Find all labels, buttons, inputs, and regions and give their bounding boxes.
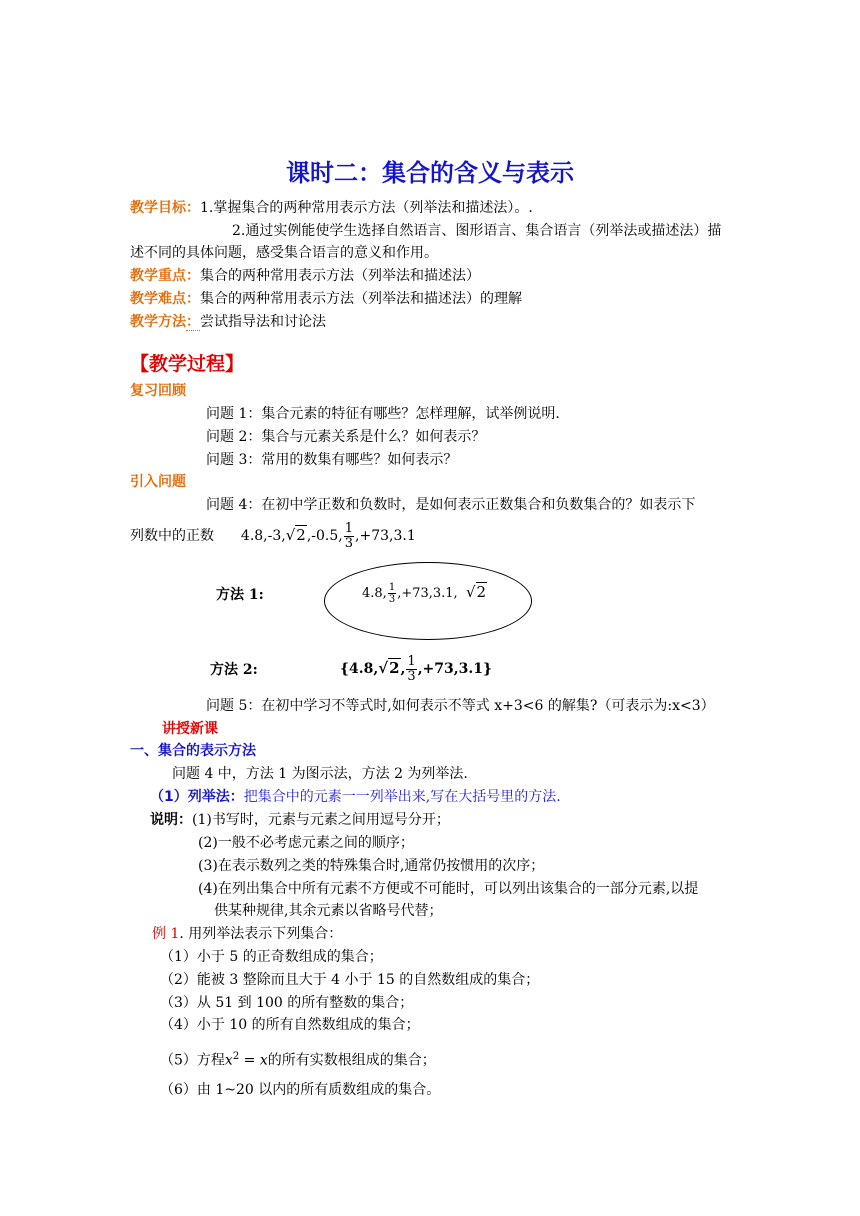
intro-heading: 引入问题 (130, 474, 186, 490)
new-lesson-heading: 讲授新课 (162, 721, 218, 737)
note-item-2: (2)一般不必考虑元素之间的顺序； (198, 835, 414, 851)
method2-set (340, 652, 492, 685)
set-part-b: , (400, 661, 406, 677)
enumeration-label: （1）列举法： (150, 789, 244, 805)
note-item-4-cont: 供某种规律,其余元素以省略号代替； (214, 903, 443, 919)
note-item-1: (1)书写时，元素与元素之间用逗号分开； (192, 812, 450, 828)
set-sqrt-radicand: 2 (389, 659, 400, 677)
numbers-part-a: 4.8,-3, (240, 528, 286, 544)
method2-label: 方法 2: (210, 662, 258, 678)
key-points-text: 集合的两种常用表示方法（列举法和描述法） (200, 268, 480, 284)
example1-label: 例 1 (152, 926, 180, 942)
methods-line (130, 312, 326, 332)
review-q1: 问题 1：集合元素的特征有哪些？怎样理解，试举例说明. (206, 406, 560, 422)
ellipse-fraction (388, 582, 396, 605)
example1-item-5-part-a: （5）方程 (160, 1052, 225, 1069)
difficulties-line (130, 289, 522, 309)
methods-text: 尝试指导法和讨论法 (200, 314, 326, 330)
note-line1 (150, 810, 450, 830)
ellipse-part-a: 4.8, (362, 586, 387, 601)
example1-item-1: （1）小于 5 的正奇数组成的集合； (160, 949, 383, 965)
methods-colon: ： (186, 314, 200, 330)
set-fraction-numerator: 1 (407, 653, 416, 669)
method1-label: 方法 1: (216, 587, 264, 603)
set-fraction (406, 655, 416, 684)
review-heading: 复习回顾 (130, 383, 186, 399)
fraction-numerator: 1 (344, 520, 354, 536)
example1-item-2: （2）能被 3 整除而且大于 4 小于 15 的自然数组成的集合； (160, 972, 540, 988)
equation-exponent: 2 (232, 1051, 240, 1062)
key-points-label: 教学重点： (130, 268, 200, 284)
intro-q4-line2 (130, 520, 416, 551)
equation-x: x (224, 1052, 233, 1069)
objectives-line2: 2.通过实例能使学生选择自然语言、图形语言、集合语言（列举法或描述法）描 (232, 223, 722, 239)
fraction-denominator: 3 (344, 535, 354, 551)
example1-line (152, 924, 342, 944)
ellipse-fraction-denominator: 3 (388, 594, 396, 605)
ellipse-part-b: ,+73,3.1, (397, 586, 458, 601)
note-label: 说明： (150, 812, 192, 828)
example1-item-3: （3）从 51 到 100 的所有整数的集合； (160, 995, 414, 1011)
ellipse-content (362, 582, 487, 605)
review-q2: 问题 2：集合与元素关系是什么？如何表示？ (206, 429, 486, 445)
set-part-a: {4.8, (340, 661, 379, 677)
set-sqrt-symbol: √2 (378, 659, 400, 677)
difficulties-label: 教学难点： (130, 291, 200, 307)
example1-intro: . 用列举法表示下列集合： (179, 926, 343, 942)
review-q3: 问题 3：常用的数集有哪些？如何表示？ (206, 452, 458, 468)
set-part-c: ,+73,3.1} (417, 661, 493, 677)
set-fraction-denominator: 3 (407, 668, 416, 684)
intro-q4-line1: 问题 4：在初中学正数和负数时，是如何表示正数集合和负数集合的？如表示下 (206, 497, 696, 513)
numbers-part-b: ,-0.5, (306, 528, 343, 544)
note-item-4: (4)在列出集合中所有元素不方便或不可能时，可以列出该集合的一部分元素,以提 (198, 881, 699, 897)
section1-text: 问题 4 中，方法 1 为图示法，方法 2 为列举法. (172, 766, 468, 782)
note-item-3: (3)在表示数列之类的特殊集合时,通常仍按惯用的次序； (198, 858, 545, 874)
example1-item-5-part-b: 的所有实数根组成的集合； (267, 1052, 436, 1069)
key-points-line (130, 266, 480, 286)
objectives-line3: 述不同的具体问题，感受集合语言的意义和作用。 (130, 245, 438, 261)
sqrt-radicand: 2 (296, 526, 306, 544)
process-heading: 【教学过程】 (130, 353, 245, 375)
ellipse-fraction-numerator: 1 (388, 582, 396, 593)
example1-item-6: （6）由 1~20 以内的所有质数组成的集合。 (160, 1082, 441, 1098)
example1-item-4: （4）小于 10 的所有自然数组成的集合； (160, 1017, 420, 1033)
numbers-part-c: ,+73,3.1 (355, 528, 416, 544)
ellipse-sqrt-symbol: √2 (465, 583, 487, 601)
page-title: 课时二：集合的含义与表示 (286, 159, 574, 187)
fraction-one-third (344, 522, 354, 551)
ellipse-sqrt-radicand: 2 (476, 583, 487, 601)
enumeration-line (150, 787, 561, 807)
sqrt-symbol: √2 (285, 526, 306, 544)
example1-item-5 (160, 1047, 436, 1071)
methods-label: 教学方法 (130, 314, 186, 330)
objectives-label: 教学目标： (130, 200, 200, 216)
objectives-line1 (130, 198, 533, 218)
objectives-text1: 1.掌握集合的两种常用表示方法（列举法和描述法）。. (200, 200, 533, 216)
section1-heading: 一、集合的表示方法 (130, 743, 256, 759)
enumeration-definition: 把集合中的元素一一列举出来,写在大括号里的方法. (243, 789, 561, 805)
equation-rest: = x (239, 1052, 268, 1069)
intro-q4-label: 列数中的正数 (130, 528, 214, 544)
difficulties-text: 集合的两种常用表示方法（列举法和描述法）的理解 (200, 291, 522, 307)
intro-q5: 问题 5：在初中学习不等式时,如何表示不等式 x+3<6 的解集?（可表示为:x<3） (206, 698, 715, 714)
